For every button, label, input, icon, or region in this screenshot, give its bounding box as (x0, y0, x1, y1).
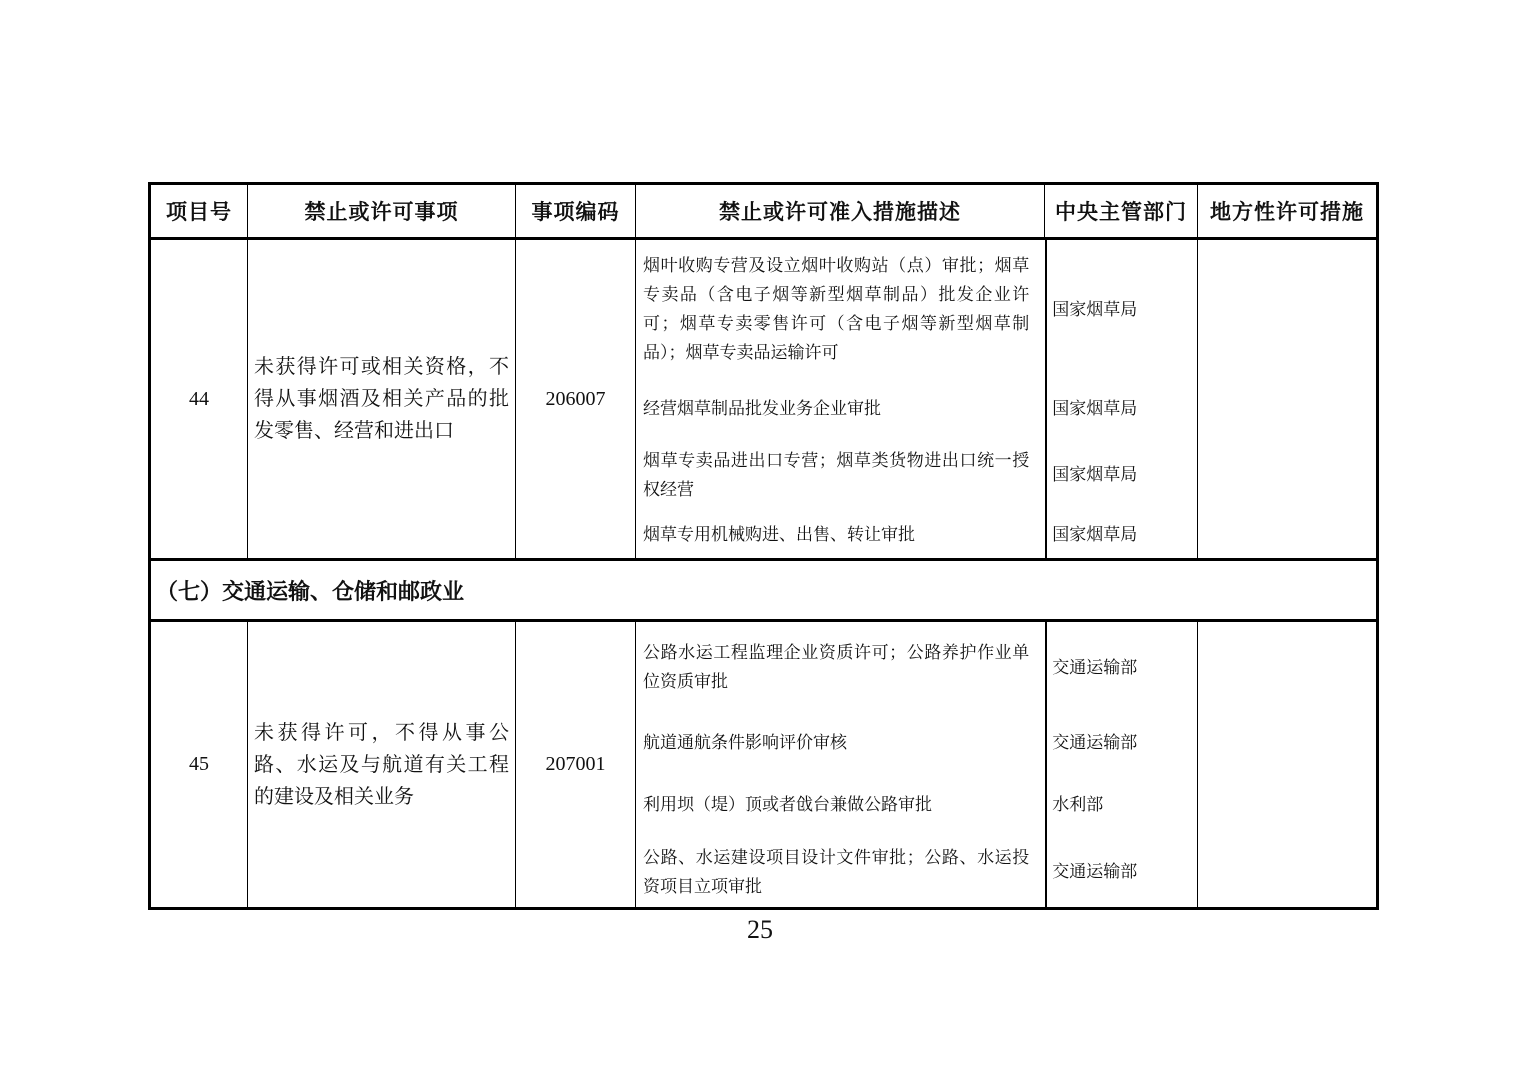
header-local-measures: 地方性许可措施 (1210, 200, 1364, 224)
measures-cell (636, 240, 1198, 558)
row-id: 45 (151, 622, 248, 907)
row-id: 44 (151, 240, 248, 558)
prohibited-item-text: 未获得许可或相关资格，不得从事烟酒及相关产品的批发零售、经营和进出口 (254, 356, 509, 442)
header-central-department: 中央主管部门 (1045, 185, 1198, 237)
central-department: 国家烟草局 (1052, 465, 1138, 484)
local-measures-cell (1198, 622, 1376, 907)
header-prohibited-item: 禁止或许可事项 (248, 185, 516, 237)
measure-description: 经营烟草制品批发业务企业审批 (643, 398, 881, 418)
column-divider (1045, 622, 1047, 907)
central-department: 交通运输部 (1052, 862, 1138, 881)
measure-subrow (636, 511, 1197, 558)
measure-description: 烟草专用机械购进、出售、转让审批 (643, 525, 915, 544)
header-project-no: 项目号 (151, 185, 248, 237)
measure-description: 航道通航条件影响评价审核 (643, 732, 847, 752)
central-department: 国家烟草局 (1052, 525, 1138, 544)
measure-subrow (636, 712, 1197, 772)
item-code-cell: 206007 (516, 240, 636, 558)
prohibited-item-cell (248, 622, 516, 907)
central-department: 交通运输部 (1052, 657, 1138, 677)
central-department: 水利部 (1052, 794, 1104, 814)
measure-description: 公路、水运建设项目设计文件审批；公路、水运投资项目立项审批 (643, 847, 1030, 896)
table-row-45 (151, 622, 1376, 907)
header-item-code: 事项编码 (516, 185, 636, 237)
measure-subrow (636, 772, 1197, 836)
column-divider (1045, 240, 1047, 558)
table-row-44 (151, 240, 1376, 558)
central-department: 交通运输部 (1052, 732, 1138, 752)
measure-description: 公路水运工程监理企业资质许可；公路养护作业单位资质审批 (643, 643, 1030, 691)
measures-cell (636, 622, 1198, 907)
item-code-cell: 207001 (516, 622, 636, 907)
measure-subrow (636, 240, 1197, 378)
measure-subrow (636, 622, 1197, 712)
measure-description: 烟草专卖品进出口专营；烟草类货物进出口统一授权经营 (643, 450, 1030, 499)
measure-subrow (636, 438, 1197, 511)
measure-subrow (636, 378, 1197, 438)
measure-description: 烟叶收购专营及设立烟叶收购站（点）审批；烟草专卖品（含电子烟等新型烟草制品）批发企业许可；烟草专卖零售许可（含电子烟等新型烟草制品）；烟草专卖品运输许可 (643, 256, 1030, 362)
measure-description: 利用坝（堤）顶或者戗台兼做公路审批 (643, 794, 932, 814)
table-header-row (151, 185, 1376, 240)
page-number: 25 (747, 915, 773, 944)
central-department: 国家烟草局 (1052, 398, 1138, 418)
central-department: 国家烟草局 (1052, 299, 1138, 319)
measure-subrow (636, 836, 1197, 907)
market-access-table (148, 182, 1379, 910)
header-measure-description: 禁止或许可准入措施描述 (636, 185, 1045, 237)
prohibited-item-text: 未获得许可，不得从事公路、水运及与航道有关工程的建设及相关业务 (254, 721, 509, 808)
section-header-row (151, 558, 1376, 622)
prohibited-item-cell (248, 240, 516, 558)
local-measures-cell (1198, 240, 1376, 558)
section-header-label: （七）交通运输、仓储和邮政业 (156, 578, 465, 604)
